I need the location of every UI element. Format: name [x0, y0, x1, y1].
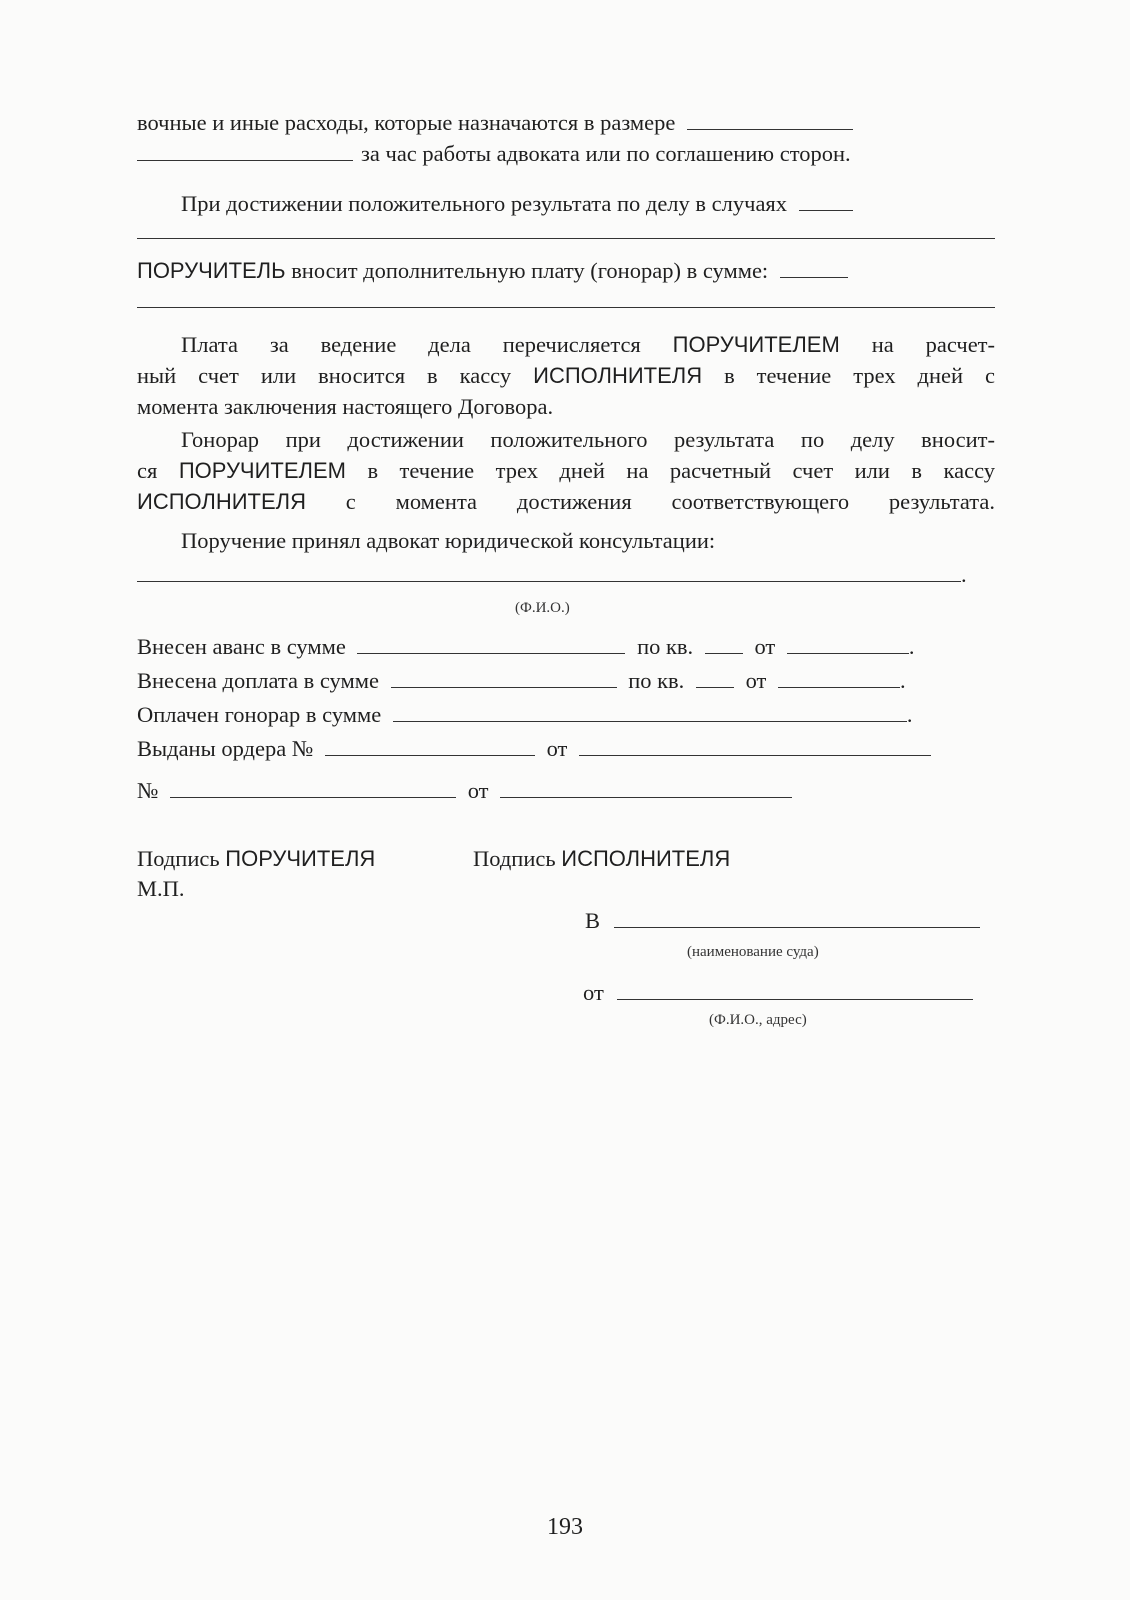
fee-paid-label: Оплачен гонорар в сумме — [137, 702, 382, 727]
fio-caption: (Ф.И.О.) — [515, 600, 570, 616]
payment-text-1a: Плата за ведение дела перечисляется — [181, 332, 641, 357]
payment-text-2c: в течение трех дней с — [724, 363, 996, 388]
number-from-label: от — [467, 778, 489, 803]
signature-word-1: Подпись — [137, 846, 220, 871]
court-to-line — [585, 906, 980, 936]
plaintiff-blank[interactable] — [617, 979, 973, 1000]
advance-label: Внесен аванс в сумме — [137, 634, 346, 659]
plaintiff-caption: (Ф.И.О., адрес) — [709, 1012, 807, 1028]
payment-line-2 — [137, 361, 995, 391]
poruchitel-signature — [137, 844, 375, 874]
payment-line-1 — [137, 330, 995, 360]
positive-result-line — [181, 189, 853, 219]
positive-result-text: При достижении положительного результата по делу в случаях — [181, 191, 788, 216]
page-number: 193 — [547, 1514, 583, 1540]
court-name-blank[interactable] — [614, 907, 980, 928]
poruchitelem-word-2: ПОРУЧИТЕЛЕМ — [178, 458, 346, 483]
fee-text-2: за час работы адвоката или по соглашению сторон. — [361, 141, 851, 166]
accepted-line — [181, 526, 715, 556]
order-number-blank[interactable] — [325, 735, 535, 756]
surcharge-line — [137, 666, 906, 696]
advance-receipt-label: по кв. — [637, 634, 694, 659]
number-date-blank[interactable] — [500, 777, 792, 798]
court-from-line — [583, 978, 973, 1008]
orders-from-label: от — [546, 736, 568, 761]
fee-paid-line — [137, 700, 913, 730]
orders-line — [137, 734, 931, 764]
surcharge-from-label: от — [745, 668, 767, 693]
hourly-rate-blank[interactable] — [687, 109, 853, 130]
honorarium-text-2a: ся — [137, 458, 158, 483]
honorarium-line-2 — [137, 456, 995, 486]
surcharge-receipt-label: по кв. — [628, 668, 685, 693]
ispolnitelya-word: ИСПОЛНИТЕЛЯ — [533, 363, 703, 388]
advance-line — [137, 632, 914, 662]
cases-blank[interactable] — [799, 190, 853, 211]
ispolnitelya-word-2: ИСПОЛНИТЕЛЯ — [137, 489, 306, 514]
ispolnitel-signature — [473, 844, 730, 874]
hourly-rate-blank-2[interactable] — [137, 140, 353, 161]
cases-blank-line[interactable] — [137, 238, 995, 239]
payment-line-3 — [137, 392, 553, 422]
poruchitelem-word: ПОРУЧИТЕЛЕМ — [672, 332, 840, 357]
lawyer-name-blank[interactable] — [137, 561, 961, 582]
number-label: № — [137, 778, 159, 803]
advance-dot: . — [908, 634, 915, 659]
payment-text-3: момента заключения настоящего Договора. — [137, 394, 554, 419]
accepted-text: Поручение принял адвокат юридической консультации: — [181, 528, 716, 553]
honorarium-line-3 — [137, 487, 995, 517]
surcharge-receipt-blank[interactable] — [696, 667, 734, 688]
honorarium-text-1: Гонорар при достижении положительного результата по делу вносит- — [181, 427, 995, 452]
additional-fee-blank-line[interactable] — [137, 307, 995, 308]
additional-fee-text: вносит дополнительную плату (гонорар) в сумме: — [291, 258, 769, 283]
payment-text-1c: на расчет- — [871, 332, 995, 357]
court-name-caption: (наименование суда) — [687, 944, 819, 960]
surcharge-label: Внесена доплата в сумме — [137, 668, 379, 693]
surcharge-amount-blank[interactable] — [391, 667, 617, 688]
order-date-blank[interactable] — [579, 735, 931, 756]
court-from-label: от — [583, 980, 604, 1005]
honorarium-line-1 — [137, 425, 995, 455]
surcharge-dot: . — [899, 668, 906, 693]
advance-receipt-blank[interactable] — [705, 633, 743, 654]
lawyer-name-end: . — [961, 562, 967, 587]
mp-text: М.П. — [137, 876, 185, 901]
orders-label: Выданы ордера № — [137, 736, 314, 761]
document-page — [137, 0, 995, 1600]
additional-fee-line — [137, 256, 848, 286]
number-blank[interactable] — [170, 777, 456, 798]
signature-word-2: Подпись — [473, 846, 556, 871]
fee-text-1: вочные и иные расходы, которые назначаются в размере — [137, 110, 676, 135]
payment-text-2a: ный счет или вносится в кассу — [137, 363, 512, 388]
fee-line-2 — [137, 139, 851, 169]
advance-date-blank[interactable] — [787, 633, 909, 654]
seal-label — [137, 874, 185, 904]
signature-poruchitelya: ПОРУЧИТЕЛЯ — [225, 846, 376, 871]
additional-fee-blank[interactable] — [780, 257, 848, 278]
lawyer-name-line — [137, 560, 967, 590]
honorarium-text-2c: в течение трех дней на расчетный счет или в кассу — [367, 458, 996, 483]
advance-amount-blank[interactable] — [357, 633, 625, 654]
poruchitel-word: ПОРУЧИТЕЛЬ — [137, 258, 286, 283]
fee-paid-dot: . — [906, 702, 913, 727]
number-line — [137, 776, 792, 806]
honorarium-text-3b: с момента достижения соответствующего результата. — [345, 489, 995, 514]
signature-ispolnitelya: ИСПОЛНИТЕЛЯ — [561, 846, 731, 871]
fee-paid-blank[interactable] — [393, 701, 907, 722]
court-to-label: В — [585, 908, 601, 933]
surcharge-date-blank[interactable] — [778, 667, 900, 688]
advance-from-label: от — [754, 634, 776, 659]
fee-line-1 — [137, 108, 853, 138]
